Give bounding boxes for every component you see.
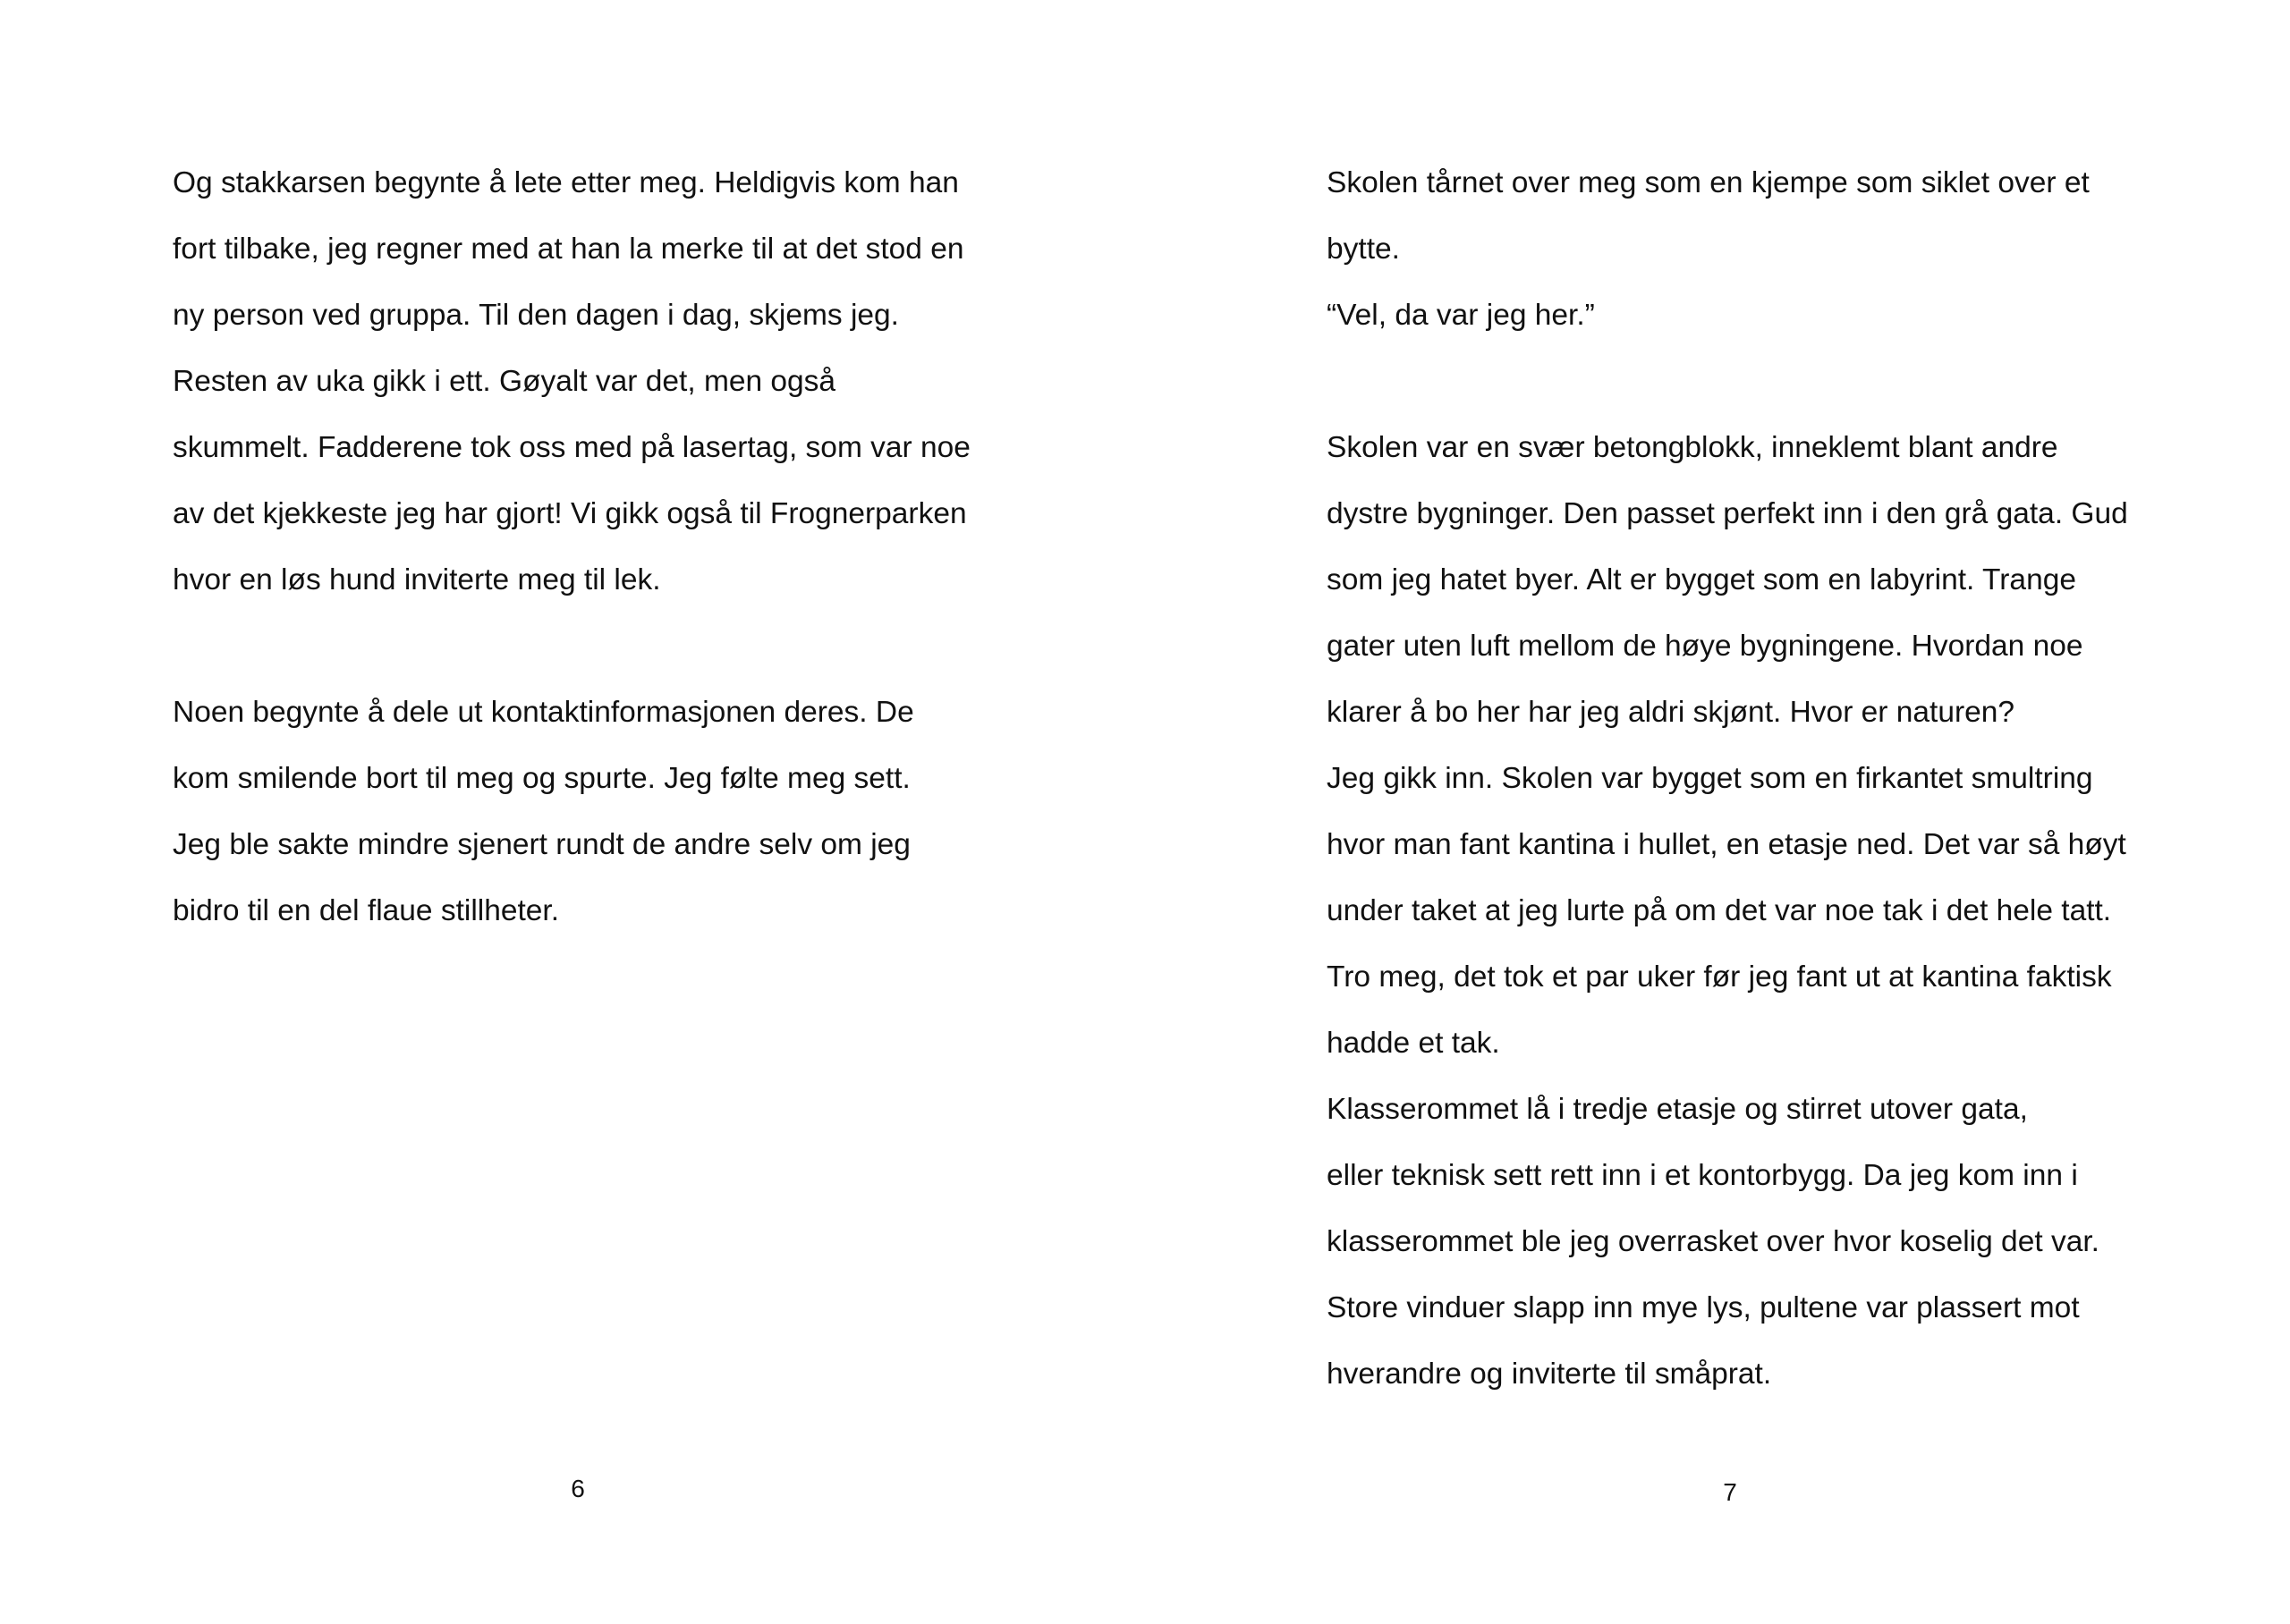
text-line: dystre bygninger. Den passet perfekt inn i den grå gata. Gud — [1327, 497, 2128, 530]
text-line: skummelt. Fadderene tok oss med på lasertag, som var noe — [173, 431, 971, 464]
text-line: klarer å bo her har jeg aldri skjønt. Hvor er naturen? — [1327, 696, 2014, 729]
page-number: 6 — [571, 1475, 585, 1502]
text-line: av det kjekkeste jeg har gjort! Vi gikk også til Frognerparken — [173, 497, 967, 530]
blank-line — [173, 622, 1031, 689]
text-line: Klasserommet lå i tredje etasje og stirret utover gata, — [1327, 1093, 2028, 1126]
text-line: hvor man fant kantina i hullet, en etasje ned. Det var så høyt — [1327, 828, 2126, 861]
text-line: Jeg ble sakte mindre sjenert rundt de andre selv om jeg — [173, 828, 911, 861]
text-line: “Vel, da var jeg her.” — [1327, 299, 1595, 332]
page-number: 7 — [1723, 1478, 1737, 1506]
text-line: Tro meg, det tok et par uker før jeg fant ut at kantina faktisk — [1327, 960, 2112, 994]
text-line: som jeg hatet byer. Alt er bygget som en labyrint. Trange — [1327, 563, 2076, 596]
text-line: Og stakkarsen begynte å lete etter meg. Heldigvis kom han — [173, 166, 959, 199]
text-line: fort tilbake, jeg regner med at han la merke til at det stod en — [173, 233, 964, 266]
text-line: hverandre og inviterte til småprat. — [1327, 1358, 1772, 1391]
text-line: Skolen var en svær betongblokk, inneklemt blant andre — [1327, 431, 2058, 464]
right-page — [1145, 0, 2290, 1624]
text-line: Noen begynte å dele ut kontaktinformasjonen deres. De — [173, 696, 914, 729]
text-line: klasserommet ble jeg overrasket over hvor koselig det var. — [1327, 1225, 2099, 1258]
text-line: bidro til en del flaue stillheter. — [173, 894, 560, 927]
text-line: ny person ved gruppa. Til den dagen i dag, skjems jeg. — [173, 299, 899, 332]
text-line: under taket at jeg lurte på om det var noe tak i det hele tatt. — [1327, 894, 2112, 927]
text-line: Jeg gikk inn. Skolen var bygget som en firkantet smultring — [1327, 762, 2093, 795]
text-line: hvor en løs hund inviterte meg til lek. — [173, 563, 661, 596]
text-line: gater uten luft mellom de høye bygningene. Hvordan noe — [1327, 630, 2083, 663]
text-line: hadde et tak. — [1327, 1027, 1500, 1060]
text-line: kom smilende bort til meg og spurte. Jeg følte meg sett. — [173, 762, 911, 795]
text-line: Store vinduer slapp inn mye lys, pultene var plassert mot — [1327, 1291, 2080, 1324]
text-line: Resten av uka gikk i ett. Gøyalt var det, men også — [173, 365, 836, 398]
left-page-text — [173, 159, 1031, 953]
blank-line — [1327, 358, 2185, 424]
text-line: eller teknisk sett rett inn i et kontorbygg. Da jeg kom inn i — [1327, 1159, 2078, 1192]
text-line: bytte. — [1327, 233, 1400, 266]
text-line: Skolen tårnet over meg som en kjempe som siklet over et — [1327, 166, 2090, 199]
right-page-text — [1327, 159, 2185, 1417]
